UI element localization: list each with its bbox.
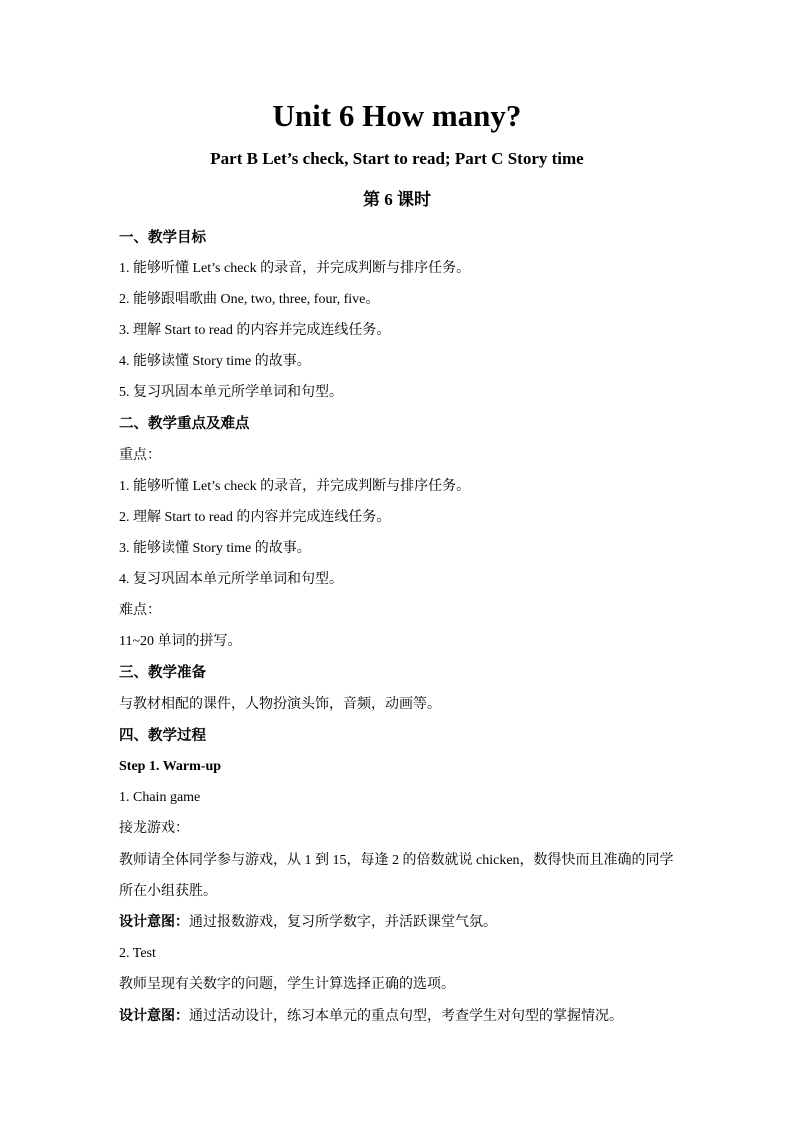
section-heading-objectives: 一、教学目标: [119, 230, 206, 246]
activity-label: 接龙游戏：: [119, 821, 189, 836]
step-heading: Step 1. Warm-up: [119, 759, 222, 774]
focus-item: 1. 能够听懂 Let’s check 的录音，并完成判断与排序任务。: [119, 479, 471, 494]
document-title: Unit 6 How many?: [272, 98, 522, 133]
objective-item: 5. 复习巩固本单元所学单词和句型。: [119, 385, 343, 400]
section-heading-process: 四、教学过程: [119, 728, 206, 744]
focus-label: 重点：: [119, 448, 161, 463]
section-heading-preparation: 三、教学准备: [119, 665, 206, 681]
activity-text: 所在小组获胜。: [119, 884, 217, 899]
activity-title: 1. Chain game: [119, 790, 201, 805]
focus-item: 3. 能够读懂 Story time 的故事。: [119, 541, 311, 556]
design-intent: [119, 1007, 699, 1027]
activity-text: 教师请全体同学参与游戏，从 1 到 15，每逢 2 的倍数就说 chicken，数得快而且准确的同学: [119, 853, 674, 868]
objective-item: 3. 理解 Start to read 的内容并完成连线任务。: [119, 323, 391, 338]
design-intent-text: 通过报数游戏，复习所学数字，并活跃课堂气氛。: [189, 915, 497, 930]
objective-item: 4. 能够读懂 Story time 的故事。: [119, 354, 311, 369]
focus-item: 4. 复习巩固本单元所学单词和句型。: [119, 572, 343, 587]
activity-title: 2. Test: [119, 946, 156, 961]
difficulty-text: 11~20 单词的拼写。: [119, 634, 242, 649]
objective-item: 2. 能够跟唱歌曲 One, two, three, four, five。: [119, 292, 380, 307]
difficulty-label: 难点：: [119, 603, 161, 618]
design-intent-label: 设计意图：: [119, 915, 189, 930]
objective-item: 1. 能够听懂 Let’s check 的录音，并完成判断与排序任务。: [119, 261, 471, 276]
preparation-text: 与教材相配的课件，人物扮演头饰，音频，动画等。: [119, 697, 441, 712]
lesson-number: 第 6 课时: [363, 190, 431, 209]
document-subtitle: Part B Let’s check, Start to read; Part C Story time: [210, 149, 584, 168]
focus-item: 2. 理解 Start to read 的内容并完成连线任务。: [119, 510, 391, 525]
section-heading-key-points: 二、教学重点及难点: [119, 416, 250, 432]
design-intent-label: 设计意图：: [119, 1009, 189, 1024]
design-intent: [119, 913, 699, 933]
design-intent-text: 通过活动设计，练习本单元的重点句型，考查学生对句型的掌握情况。: [189, 1009, 623, 1024]
activity-text: 教师呈现有关数字的问题，学生计算选择正确的选项。: [119, 977, 455, 992]
